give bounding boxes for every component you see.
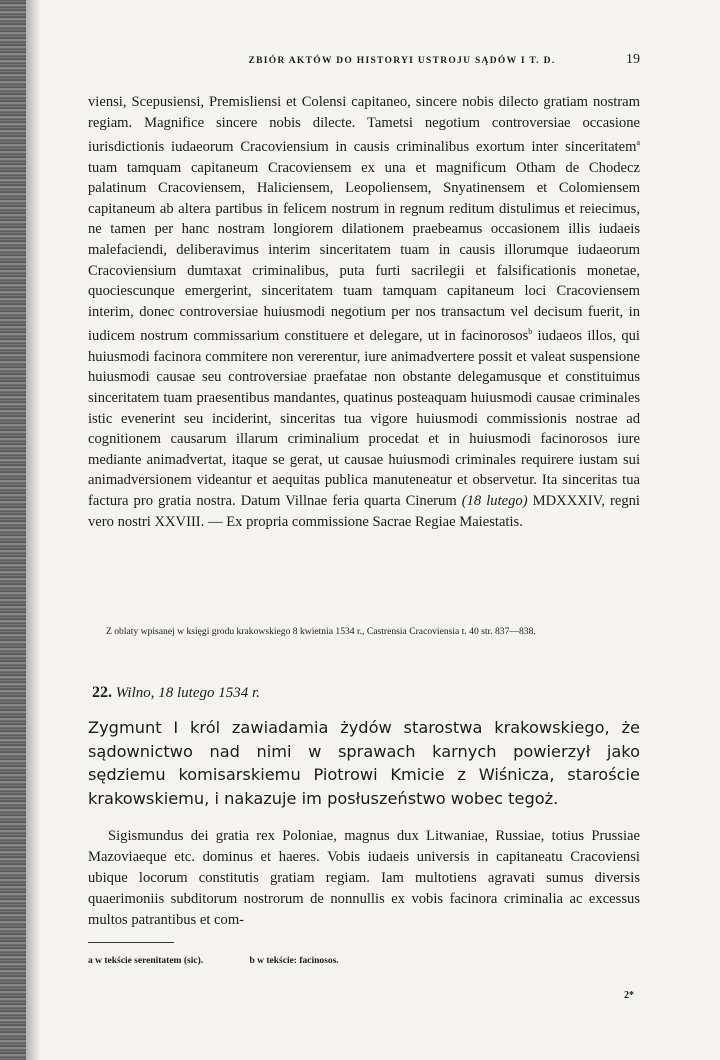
note-a-marker: a bbox=[636, 138, 640, 148]
footnote-rule bbox=[88, 942, 174, 943]
footnote-a: a w tekście serenitatem (sic). bbox=[88, 956, 204, 966]
body-text-part-3: iudaeos illos, qui huiusmodi facinora commitere non vererentur, iure animadvertere possit et valeat suspensione huiusmodi causae seu controversiae praefatae non obstante delegamusque et constituimus sinceritatem tuam praesentibus mandantes, quatinus posteaquam huiusmodi causae criminales istic evenerint seu inciderint, sinceritas tua vigore huiusmodi commissionis nostrae ad cognitionem causarum illarum criminalium procedat et in huiusmodi facinorosos iure mediante animadvertat, itaque se gerat, ut causae huiusmodi criminales requirere iustam sui animadversionem videantur et aequitas publica manuteneatur et observetur. Ita sinceritas tua factura pro gratia nostra. Datum Villnae feria quarta Cinerum bbox=[88, 328, 640, 509]
footnotes bbox=[88, 956, 640, 966]
latin-text-block bbox=[88, 826, 640, 931]
document-summary bbox=[88, 716, 640, 810]
body-text-part-4: MDXXXIV, regni vero nostri XXVIII. — Ex propria commissione Sacrae Regiae Maiestatis. bbox=[88, 493, 640, 530]
signature-mark: 2* bbox=[624, 990, 634, 1001]
body-paragraph bbox=[88, 92, 640, 532]
body-text-part-1: viensi, Scepusiensi, Premisliensi et Colensi capitaneo, sincere nobis dilecto gratiam nostram regiam. Magnifice sincere nobis dilecte. Tametsi negotium controversiae occasione iurisdictionis iudaeorum Cracoviensium in causis criminalibus exortum inter sinceritatem bbox=[88, 94, 640, 156]
page-number: 19 bbox=[626, 52, 640, 67]
summary-text: Zygmunt I król zawiadamia żydów starostwa krakowskiego, że sądownictwo nad nimi w sprawach karnych powierzył jako sędziemu komisarskiemu Piotrowi Kmicie z Wiśnicza, staroście krakowskiemu, i nakazuje im posłuszeństwo wobec tegoż. bbox=[88, 718, 640, 808]
document-number: 22. bbox=[92, 684, 112, 701]
date-italic: (18 lutego) bbox=[461, 493, 528, 509]
footnote-b: b w tekście: facinosos. bbox=[249, 956, 339, 966]
body-text-part-2: tuam tamquam capitaneum Cracoviensem ex una et magnificum Otham de Chodecz palatinum Cracoviensem, Haliciensem, Leopoliensem, Snyatinensem et Colomiensem capitaneum ab altera partibus in felicem nostrum in regnum reditum distulimus et reiecimus, ne tamen per hanc nostram longiorem dilationem praebeamus occasionem illis iudaeis malefaciendi, deliberavimus interim sinceritatem tuam in causis illorumque iudaeorum Cracoviensium dumtaxat criminalibus, puta furti sacrilegii et falsificationis monetae, quociescunque emergerint, sinceritatem tuam tamquam capitaneum loci Cracoviensem interim, donec controversiae huiusmodi negotium per nos transactum vel decisum fuerit, in iudicem nostrum commissarium constituere et delegare, ut in facinorosos bbox=[88, 159, 640, 345]
latin-text: Sigismundus dei gratia rex Poloniae, magnus dux Litwaniae, Russiae, totius Prussiae Mazoviaeque etc. dominus et haeres. Vobis iudaeis universis in capitaneatu Cracoviensi ubique locorum constitutis gratiam regiam. Iam multotiens agravati sumus diversis quaerimoniis subditorum nostrorum de nonnullis ex vobis facinora criminalia ac excessus multos patrantibus et com- bbox=[88, 828, 640, 928]
document-date: Wilno, 18 lutego 1534 r. bbox=[115, 685, 260, 701]
binding-fade bbox=[26, 0, 40, 1060]
running-head: ZBIÓR AKTÓW DO HISTORYI USTROJU SĄDÓW I T. D. bbox=[248, 56, 556, 66]
source-note: Z oblaty wpisanej w księgi grodu krakowskiego 8 kwietnia 1534 r., Castrensia Cracoviensia t. 40 str. 837—838. bbox=[106, 626, 536, 637]
book-binding-shadow bbox=[0, 0, 26, 1060]
note-b-marker: b bbox=[528, 327, 533, 337]
document-heading bbox=[92, 684, 260, 702]
